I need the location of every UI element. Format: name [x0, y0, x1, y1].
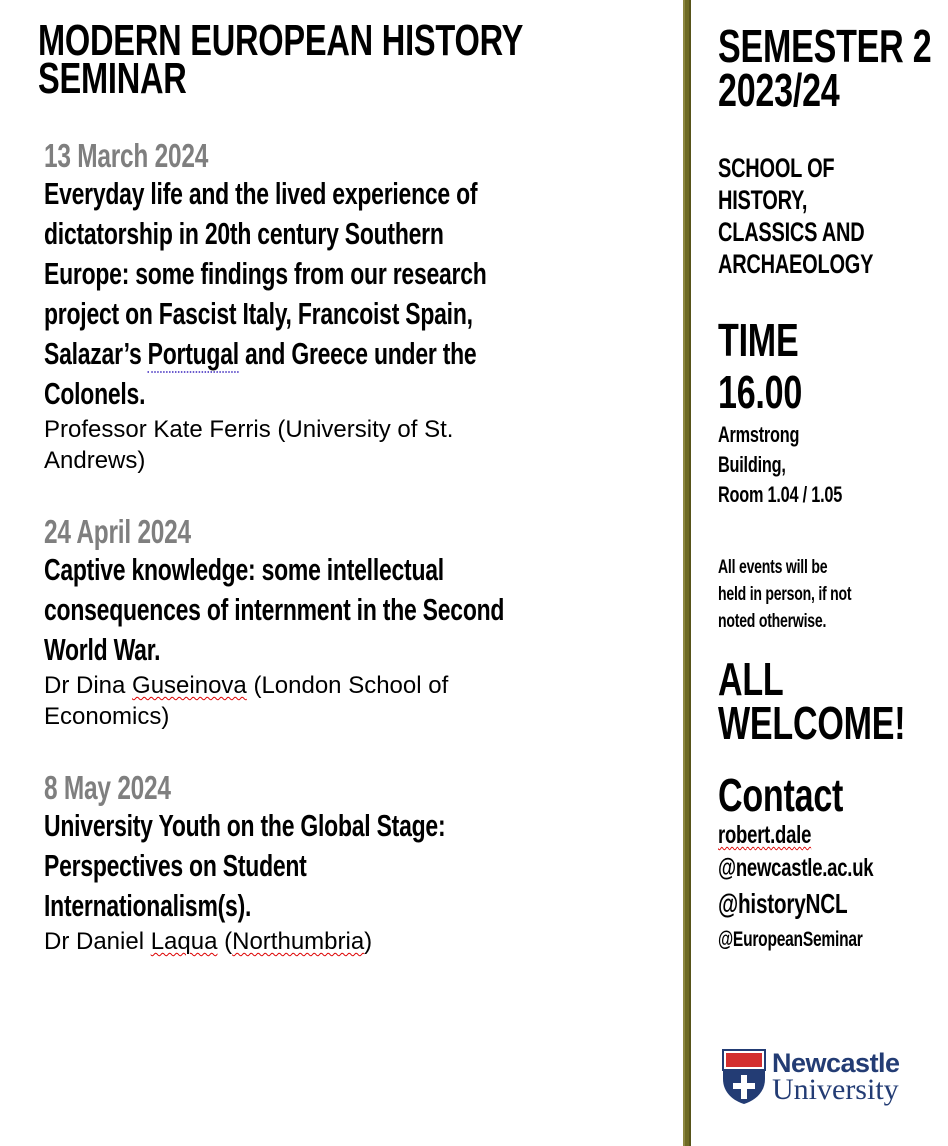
- title-line: World War.: [44, 632, 161, 667]
- text: 2023/24: [718, 64, 840, 116]
- event-2: [44, 514, 678, 732]
- twitter-handle[interactable]: @historyNCL: [718, 888, 848, 919]
- speaker-line: Professor Kate Ferris (University of St.: [44, 416, 454, 443]
- page-title: MODERN EUROPEAN HISTORY SEMINAR: [38, 16, 523, 103]
- speaker-line: Economics): [44, 703, 170, 730]
- text: Salazar’s: [44, 336, 148, 371]
- event-speaker: [44, 926, 584, 957]
- event-date: 8 May 2024: [44, 769, 171, 806]
- school: [718, 152, 940, 280]
- text: CLASSICS AND: [718, 217, 865, 247]
- text: held in person, if not: [718, 584, 852, 605]
- title-line: Perspectives on Student: [44, 848, 307, 883]
- time: [718, 314, 940, 418]
- event-title: [44, 806, 643, 926]
- text: noted otherwise.: [718, 611, 827, 632]
- email-domain[interactable]: @newcastle.ac.uk: [718, 854, 874, 882]
- text: ALL: [718, 653, 784, 705]
- venue: [718, 420, 940, 510]
- event-speaker: [44, 414, 584, 476]
- text: Armstrong: [718, 422, 800, 447]
- text: (London School of: [246, 672, 449, 699]
- text: Laqua: [150, 928, 218, 955]
- text: All events will be: [718, 557, 828, 578]
- event-1: [44, 138, 678, 476]
- column-divider: [683, 0, 691, 1146]
- email[interactable]: robert.dale: [718, 821, 812, 849]
- logo-line: Newcastle: [772, 1048, 900, 1078]
- text: Room 1.04 / 1.05: [718, 482, 843, 507]
- event-speaker: [44, 670, 584, 732]
- text: ARCHAEOLOGY: [718, 249, 874, 279]
- main-column: [38, 16, 678, 957]
- title-line: Colonels.: [44, 376, 146, 411]
- title-line: dictatorship in 20th century Southern: [44, 216, 444, 251]
- title-line: consequences of internment in the Second: [44, 592, 505, 627]
- text: Dr Daniel: [44, 928, 151, 955]
- attendance-note: [718, 554, 940, 635]
- text: Building,: [718, 452, 786, 477]
- crest-icon: [722, 1049, 766, 1105]
- event-date: 24 April 2024: [44, 513, 191, 550]
- event-date: 13 March 2024: [44, 137, 209, 174]
- title-line: Europe: some findings from our research: [44, 256, 487, 291]
- title-line: project on Fascist Italy, Francoist Spain,: [44, 296, 473, 331]
- time-value: 16.00: [718, 366, 803, 418]
- twitter-handle[interactable]: @EuropeanSeminar: [718, 928, 863, 951]
- title-line: Captive knowledge: some intellectual: [44, 552, 444, 587]
- title-line: Everyday life and the lived experience of: [44, 176, 478, 211]
- event-title: [44, 174, 643, 414]
- text: Guseinova: [132, 672, 247, 699]
- welcome: [718, 653, 940, 749]
- text: Northumbria: [232, 928, 365, 955]
- contact-label: Contact: [718, 769, 844, 821]
- sidebar: [718, 20, 948, 956]
- event-3: [44, 770, 678, 957]
- logo-line: University: [772, 1073, 899, 1106]
- university-logo: [722, 1049, 900, 1105]
- text: SCHOOL OF: [718, 153, 835, 183]
- speaker-line: [44, 670, 584, 701]
- text: Dr Dina: [44, 672, 133, 699]
- logo-wordmark: [772, 1050, 900, 1104]
- text: ): [364, 928, 373, 955]
- text: (: [217, 928, 233, 955]
- text: and Greece under the: [238, 336, 477, 371]
- title-line: University Youth on the Global Stage:: [44, 808, 446, 843]
- event-title: [44, 550, 643, 670]
- time-label: TIME: [718, 314, 799, 366]
- text: SEMESTER 2: [718, 20, 932, 72]
- text: WELCOME!: [718, 697, 906, 749]
- title-line: [44, 334, 643, 374]
- contact: [718, 819, 940, 956]
- text: Portugal: [147, 336, 239, 371]
- title-line: Internationalism(s).: [44, 888, 252, 923]
- speaker-line: [44, 926, 584, 957]
- text: HISTORY,: [718, 185, 808, 215]
- speaker-line: Andrews): [44, 447, 146, 474]
- semester: [718, 20, 940, 116]
